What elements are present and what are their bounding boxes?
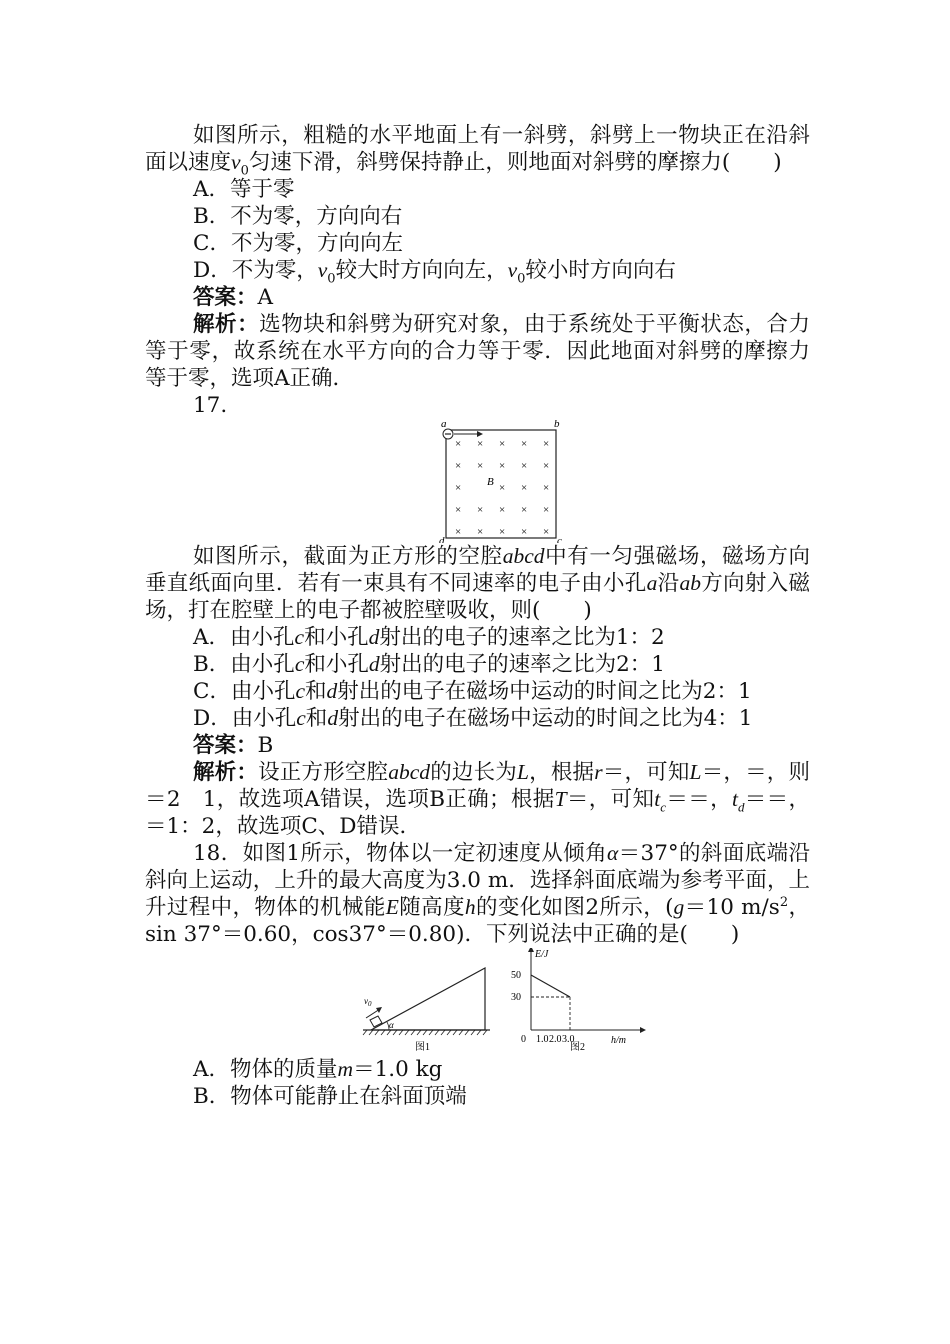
label-b: b bbox=[554, 419, 560, 430]
field-cross-icon: × bbox=[477, 438, 484, 450]
field-cross-icon: × bbox=[499, 526, 506, 538]
figure2-caption: 图2 bbox=[570, 1042, 585, 1053]
origin-label: 0 bbox=[521, 1034, 526, 1045]
q17-analysis: 解析：设正方形空腔abcd的边长为L，根据r＝，可知L＝，＝，则＝2 1，故选项A错误，选项B正确；根据T＝，可知$t_c==$，$t_d==$，＝1：2，故选项C、D错误． bbox=[145, 760, 810, 839]
q17-number: 17. bbox=[193, 393, 228, 418]
hatch-mark bbox=[387, 1030, 391, 1035]
field-cross-icon: × bbox=[455, 482, 462, 494]
x-tick-1: 1.0 bbox=[536, 1034, 549, 1045]
hatch-mark bbox=[483, 1030, 487, 1035]
q16-option-b: B．不为零，方向向右 bbox=[193, 204, 403, 229]
x-tick-3: 3.0 bbox=[562, 1034, 575, 1045]
field-cross-icon: × bbox=[521, 438, 528, 450]
hatch-mark bbox=[405, 1030, 409, 1035]
x-tick-2: 2.0 bbox=[549, 1034, 562, 1045]
field-cross-icon: × bbox=[455, 526, 462, 538]
field-cross-icon: × bbox=[521, 482, 528, 494]
hatch-mark bbox=[393, 1030, 397, 1035]
label-d: d bbox=[439, 535, 445, 543]
field-cross-icon: × bbox=[521, 504, 528, 516]
field-cross-icon: × bbox=[543, 460, 550, 472]
hatch-mark bbox=[447, 1030, 451, 1035]
field-cross-icon: × bbox=[543, 526, 550, 538]
y-tick-30: 30 bbox=[511, 992, 521, 1003]
field-cross-icon: × bbox=[499, 438, 506, 450]
hatch-mark bbox=[417, 1030, 421, 1035]
q18-stem: 18．如图1所示，物体以一定初速度从倾角α＝37°的斜面底端沿斜向上运动，上升的最大高度为3.0 m．选择斜面底端为参考平面，上升过程中，物体的机械能E随高度h的变化如图2所示，(g＝10 $m/s^2$，sin 37°＝0.60，cos37°＝0.80)．下列说法中正确的是( ) bbox=[145, 841, 810, 947]
hatch-mark bbox=[453, 1030, 457, 1035]
q16-answer: 答案：A bbox=[193, 285, 274, 310]
hatch-mark bbox=[459, 1030, 463, 1035]
energy-height-chart bbox=[511, 948, 646, 1053]
hatch-mark bbox=[411, 1030, 415, 1035]
hatch-mark bbox=[429, 1030, 433, 1035]
hatch-mark bbox=[369, 1030, 373, 1035]
q17-answer: 答案：B bbox=[193, 733, 274, 758]
label-a: a bbox=[441, 419, 447, 430]
magnetic-field-diagram bbox=[145, 419, 810, 543]
hatch-mark bbox=[399, 1030, 403, 1035]
q18-figures bbox=[145, 948, 810, 1056]
field-cross-icon: × bbox=[499, 482, 506, 494]
velocity-arrowhead-icon bbox=[477, 431, 483, 437]
q17-stem: 如图所示，截面为正方形的空腔abcd中有一匀强磁场，磁场方向垂直纸面向里．若有一束具有不同速率的电子由小孔a沿ab方向射入磁场，打在腔壁上的电子都被腔壁吸收，则( ) bbox=[145, 544, 810, 623]
hatch-mark bbox=[477, 1030, 481, 1035]
q18-diagrams bbox=[145, 948, 810, 1056]
document-page bbox=[145, 122, 810, 1110]
field-cross-icon: × bbox=[455, 438, 462, 450]
field-cross-icon: × bbox=[477, 526, 484, 538]
field-cross-icon: × bbox=[477, 460, 484, 472]
v0-label: $v_0$ bbox=[364, 996, 372, 1008]
q16-option-a: A．等于零 bbox=[193, 177, 295, 202]
q16-option-d: D．不为零，$v_0$较大时方向向左，$v_0$较小时方向向右 bbox=[193, 258, 676, 287]
field-cross-icon: × bbox=[543, 482, 550, 494]
field-cross-icon: × bbox=[499, 460, 506, 472]
q16-stem: 如图所示，粗糙的水平地面上有一斜劈，斜劈上一物块正在沿斜面以速度$v_0$匀速下滑，斜劈保持静止，则地面对斜劈的摩擦力( ) bbox=[145, 123, 810, 179]
q17-option-d: D．由小孔c和d射出的电子在磁场中运动的时间之比为4：1 bbox=[193, 706, 753, 731]
q17-option-a: A．由小孔c和小孔d射出的电子的速率之比为1：2 bbox=[193, 625, 665, 650]
hatch-mark bbox=[423, 1030, 427, 1035]
alpha-label: α bbox=[389, 1020, 394, 1030]
x-axis-arrow-icon bbox=[640, 1027, 646, 1033]
field-cross-icon: × bbox=[499, 504, 506, 516]
field-cross-icon: × bbox=[477, 504, 484, 516]
ground-hatching bbox=[363, 1030, 487, 1035]
hatch-mark bbox=[381, 1030, 385, 1035]
field-cross-icon: × bbox=[543, 504, 550, 516]
hatch-mark bbox=[471, 1030, 475, 1035]
q18-option-a: A．物体的质量m＝1.0 kg bbox=[193, 1057, 443, 1082]
y-tick-50: 50 bbox=[511, 970, 521, 981]
label-c: c bbox=[557, 535, 562, 543]
hatch-mark bbox=[375, 1030, 379, 1035]
hatch-mark bbox=[441, 1030, 445, 1035]
y-axis-arrow-icon bbox=[528, 948, 534, 952]
energy-line bbox=[531, 975, 570, 997]
q18-option-b: B．物体可能静止在斜面顶端 bbox=[193, 1084, 467, 1109]
v0-arrowhead-icon bbox=[376, 1007, 382, 1013]
label-B: B bbox=[487, 476, 494, 488]
hatch-mark bbox=[465, 1030, 469, 1035]
q16-option-c: C．不为零，方向向左 bbox=[193, 231, 403, 256]
x-axis-label: h/m bbox=[611, 1035, 626, 1046]
field-crosses bbox=[455, 438, 549, 538]
field-cross-icon: × bbox=[543, 438, 550, 450]
field-cross-icon: × bbox=[521, 526, 528, 538]
q17-figure bbox=[145, 419, 810, 543]
q17-option-b: B．由小孔c和小孔d射出的电子的速率之比为2：1 bbox=[193, 652, 665, 677]
figure1-caption: 图1 bbox=[415, 1042, 430, 1053]
incline-figure bbox=[363, 968, 490, 1053]
field-cross-icon: × bbox=[521, 460, 528, 472]
hatch-mark bbox=[363, 1030, 367, 1035]
field-cross-icon: × bbox=[455, 460, 462, 472]
q17-option-c: C．由小孔c和d射出的电子在磁场中运动的时间之比为2：1 bbox=[193, 679, 752, 704]
y-axis-label: E/J bbox=[535, 949, 549, 960]
field-cross-icon: × bbox=[455, 504, 462, 516]
hatch-mark bbox=[435, 1030, 439, 1035]
q16-analysis: 解析：选物块和斜劈为研究对象，由于系统处于平衡状态，合力等于零，故系统在水平方向的合力等于零．因此地面对斜劈的摩擦力等于零，选项A正确． bbox=[145, 312, 810, 391]
